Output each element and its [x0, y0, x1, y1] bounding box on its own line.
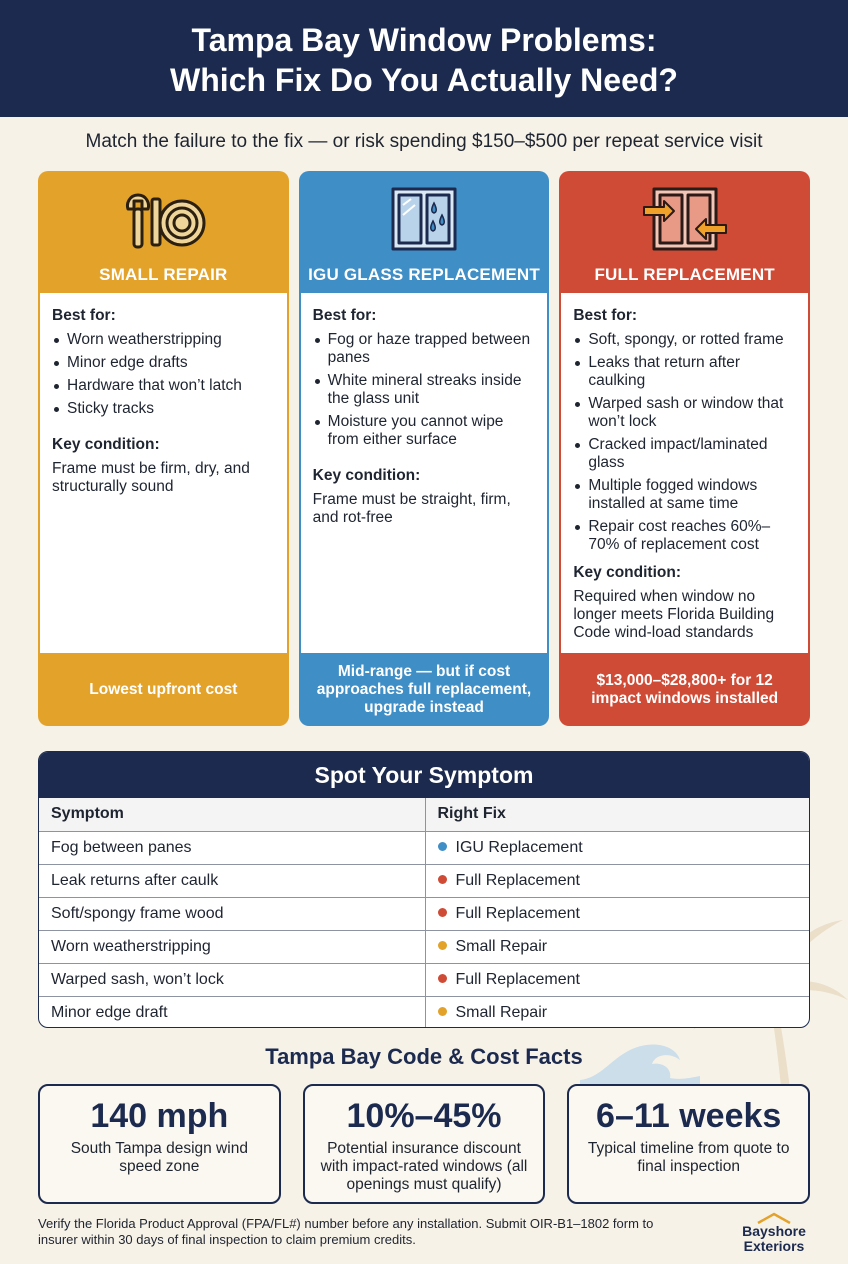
wrench-and-seal-icon — [118, 185, 208, 255]
table-header-row — [39, 798, 809, 831]
key-condition-text: Frame must be straight, firm, and rot-free — [312, 491, 511, 526]
window-condensation-icon — [379, 185, 469, 255]
symptom-cell: Soft/spongy frame wood — [39, 897, 425, 930]
list-item: Fog or haze trapped between panes — [313, 331, 536, 367]
footnote: Verify the Florida Product Approval (FPA/FL#) number before any installation. Submit OIR-B1–1802 form to insurer within 30 days of final inspection to claim premium credits. — [38, 1216, 654, 1247]
facts-row — [38, 1084, 810, 1204]
fix-label: IGU Replacement — [455, 838, 583, 856]
symptom-cell: Fog between panes — [39, 831, 425, 864]
card-body — [301, 293, 548, 653]
fix-cell — [425, 996, 809, 1028]
list-item: Warped sash or window that won’t lock — [573, 395, 796, 431]
table-row — [39, 963, 809, 996]
card-footer: Lowest upfront cost — [89, 680, 238, 698]
table-row — [39, 864, 809, 897]
fact-description: South Tampa design wind speed zone — [70, 1140, 248, 1175]
card-header — [559, 171, 810, 293]
symptom-table-title: Spot Your Symptom — [39, 752, 809, 798]
list-item: Worn weatherstripping — [52, 331, 275, 349]
title-line-2: Which Fix Do You Actually Need? — [170, 62, 678, 98]
card-header — [299, 171, 550, 293]
fix-label: Full Replacement — [455, 904, 580, 922]
card-header — [38, 171, 289, 293]
symptom-table-section — [38, 751, 810, 1028]
best-for-list — [313, 331, 536, 449]
key-condition-text: Frame must be firm, dry, and structurally sound — [52, 460, 250, 495]
subtitle: Match the failure to the fix — or risk spending $150–$500 per repeat service visit — [85, 131, 763, 152]
fact-value: 10%–45% — [346, 1097, 502, 1135]
card-small-repair — [38, 171, 289, 726]
fact-card — [567, 1084, 810, 1204]
column-header-fix: Right Fix — [425, 798, 809, 831]
card-title: FULL REPLACEMENT — [594, 265, 775, 284]
table-row — [39, 996, 809, 1028]
fix-label: Full Replacement — [455, 970, 580, 988]
fix-cards — [38, 171, 810, 726]
key-condition-label: Key condition: — [312, 467, 421, 484]
fix-label: Full Replacement — [455, 871, 580, 889]
best-for-label: Best for: — [573, 307, 638, 324]
title-line-1: Tampa Bay Window Problems: — [191, 22, 657, 58]
status-dot-icon — [438, 1007, 447, 1016]
logo-line-2: Exteriors — [743, 1238, 805, 1254]
list-item: Soft, spongy, or rotted frame — [573, 331, 796, 349]
fix-cell — [425, 831, 809, 864]
window-swap-icon — [640, 185, 730, 255]
fix-label: Small Repair — [455, 1003, 548, 1021]
page-title — [0, 20, 848, 100]
fact-description: Potential insurance discount with impact-rated windows (all openings must qualify) — [320, 1140, 528, 1193]
symptom-cell: Worn weatherstripping — [39, 930, 425, 963]
list-item: Repair cost reaches 60%–70% of replacement cost — [573, 518, 796, 554]
header — [0, 0, 848, 117]
facts-title: Tampa Bay Code & Cost Facts — [265, 1044, 583, 1069]
list-item: Moisture you cannot wipe from either surface — [313, 413, 536, 449]
column-header-symptom: Symptom — [39, 798, 425, 831]
card-title: IGU GLASS REPLACEMENT — [308, 265, 540, 284]
list-item: Leaks that return after caulking — [573, 354, 796, 390]
card-body — [561, 293, 808, 653]
symptom-cell: Leak returns after caulk — [39, 864, 425, 897]
fact-value: 140 mph — [90, 1097, 229, 1135]
fact-description: Typical timeline from quote to final inspection — [587, 1140, 790, 1175]
card-body — [40, 293, 287, 653]
status-dot-icon — [438, 908, 447, 917]
list-item: Multiple fogged windows installed at same time — [573, 477, 796, 513]
status-dot-icon — [438, 941, 447, 950]
fact-value: 6–11 weeks — [596, 1097, 782, 1135]
logo-line-1: Bayshore — [742, 1223, 806, 1239]
list-item: White mineral streaks inside the glass unit — [313, 372, 536, 408]
list-item: Sticky tracks — [52, 400, 275, 418]
list-item: Hardware that won’t latch — [52, 377, 275, 395]
list-item: Cracked impact/laminated glass — [573, 436, 796, 472]
brand-logo — [728, 1212, 820, 1254]
fix-cell — [425, 930, 809, 963]
table-row — [39, 930, 809, 963]
status-dot-icon — [438, 875, 447, 884]
card-footer: $13,000–$28,800+ for 12 impact windows installed — [591, 671, 779, 707]
card-title: SMALL REPAIR — [99, 265, 228, 284]
card-igu-glass-replacement — [299, 171, 550, 726]
best-for-list — [573, 331, 796, 554]
symptom-cell: Warped sash, won’t lock — [39, 963, 425, 996]
table-row — [39, 897, 809, 930]
fact-card — [303, 1084, 546, 1204]
key-condition-text: Required when window no longer meets Florida Building Code wind-load standards — [573, 588, 775, 641]
best-for-label: Best for: — [312, 307, 377, 324]
status-dot-icon — [438, 842, 447, 851]
card-footer: Mid-range — but if cost approaches full replacement, upgrade instead — [316, 662, 532, 716]
list-item: Minor edge drafts — [52, 354, 275, 372]
table-row — [39, 831, 809, 864]
fix-cell — [425, 864, 809, 897]
key-condition-label: Key condition: — [573, 564, 681, 581]
fact-card — [38, 1084, 281, 1204]
fix-cell — [425, 897, 809, 930]
key-condition-label: Key condition: — [52, 436, 160, 453]
status-dot-icon — [438, 974, 447, 983]
fix-cell — [425, 963, 809, 996]
fix-label: Small Repair — [455, 937, 548, 955]
symptom-cell: Minor edge draft — [39, 996, 425, 1028]
best-for-list — [52, 331, 275, 418]
best-for-label: Best for: — [52, 307, 116, 324]
card-full-replacement — [559, 171, 810, 726]
symptom-table — [39, 798, 809, 1028]
